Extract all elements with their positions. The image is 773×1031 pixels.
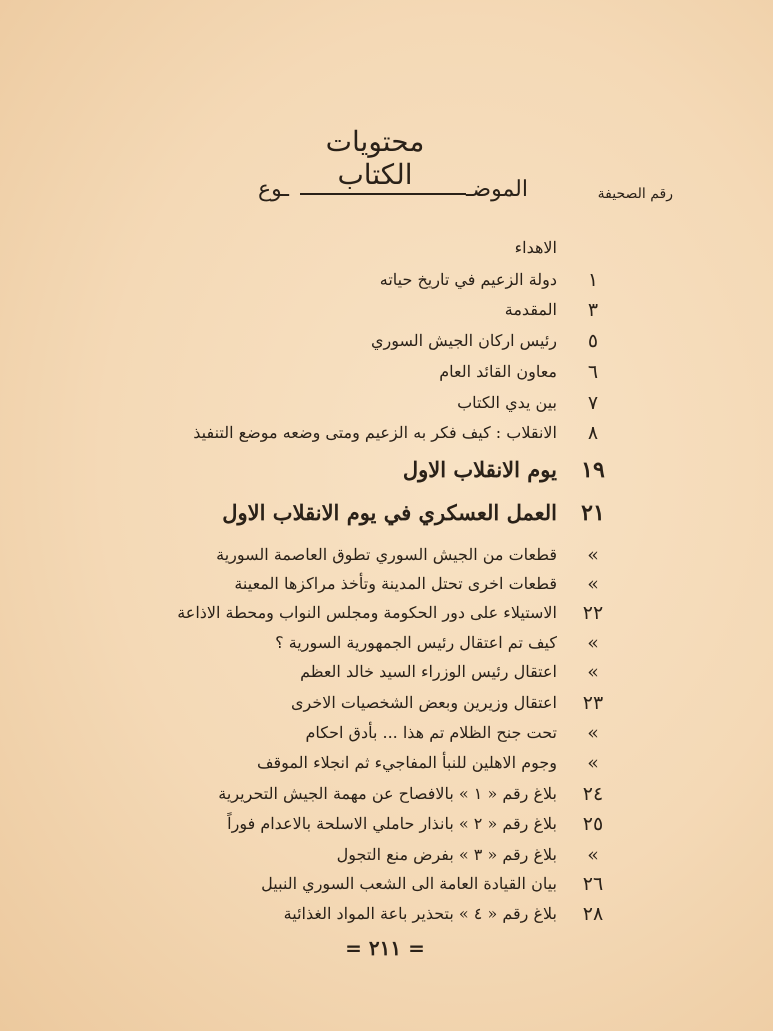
toc-page-number: ٢٥: [582, 813, 604, 835]
toc-page-number: «: [587, 632, 599, 654]
toc-page-number: ٢٢: [582, 602, 604, 624]
toc-page-number: ١٩: [581, 457, 605, 483]
toc-entry-text: العمل العسكري في يوم الانقلاب الاول: [222, 500, 557, 525]
toc-entry-text: المقدمة: [504, 300, 557, 319]
page-number-column-header: رقم الصحيفة: [597, 186, 673, 202]
toc-page-number: ٢٦: [582, 873, 604, 895]
toc-entry-text: كيف تم اعتقال رئيس الجمهورية السورية ؟: [275, 633, 557, 652]
subject-header-end: ـوع: [258, 177, 289, 202]
page-number-footer: = ٢١١ =: [345, 936, 425, 960]
toc-entry-text: بلاغ رقم « ١ » بالافصاح عن مهمة الجيش التحريرية: [218, 784, 557, 803]
toc-page-number: «: [587, 573, 599, 595]
toc-entry-text: رئيس اركان الجيش السوري: [370, 331, 557, 350]
toc-entry-text: الانقلاب : كيف فكر به الزعيم ومتى وضعه موضع التنفيذ: [193, 423, 557, 442]
toc-page-number: «: [587, 722, 599, 744]
toc-entry-text: بلاغ رقم « ٣ » بفرض منع التجول: [336, 845, 557, 864]
toc-entry-text: بيان القيادة العامة الى الشعب السوري النبيل: [261, 874, 557, 893]
toc-page-number: «: [587, 844, 599, 866]
toc-entry-text: وجوم الاهلين للنبأ المفاجيء ثم انجلاء الموقف: [256, 753, 557, 772]
toc-entry-text: قطعات اخرى تحتل المدينة وتأخذ مراكزها المعينة: [234, 574, 557, 593]
toc-entry-text: الاستيلاء على دور الحكومة ومجلس النواب ومحطة الاذاعة: [177, 603, 557, 622]
toc-entry-text: الاهداء: [514, 238, 557, 257]
toc-page-number: ٨: [587, 422, 599, 444]
toc-page-number: ٣: [587, 299, 599, 321]
toc-entry-text: دولة الزعيم في تاريخ حياته: [379, 270, 557, 289]
toc-page-number: ٢٨: [582, 903, 604, 925]
toc-page-number: «: [587, 752, 599, 774]
toc-entry-text: يوم الانقلاب الاول: [402, 457, 557, 482]
toc-page-number: «: [587, 661, 599, 683]
toc-entry-text: بين يدي الكتاب: [457, 393, 557, 412]
page-title: محتويات الكتاب: [325, 125, 425, 191]
toc-entry-text: قطعات من الجيش السوري تطوق العاصمة السورية: [216, 545, 557, 564]
subject-header-start: الموضـ: [465, 177, 528, 202]
toc-entry-text: بلاغ رقم « ٢ » بانذار حاملي الاسلحة بالاعدام فوراً: [227, 814, 557, 833]
toc-entry-text: تحت جنح الظلام تم هذا ... بأدق احكام: [305, 723, 557, 742]
toc-page-number: ٢٣: [582, 692, 604, 714]
toc-page-number: ٥: [587, 330, 599, 352]
toc-page-number: ٦: [587, 361, 599, 383]
toc-page-number: ٧: [587, 392, 599, 414]
toc-entry-text: اعتقال وزيرين وبعض الشخصيات الاخرى: [291, 693, 557, 712]
toc-entry-text: معاون القائد العام: [439, 362, 557, 381]
toc-page-number: ٢١: [581, 500, 605, 526]
toc-entry-text: اعتقال رئيس الوزراء السيد خالد العظم: [300, 662, 557, 681]
toc-page-number: ١: [587, 269, 599, 291]
toc-entry-text: بلاغ رقم « ٤ » بتحذير باعة المواد الغذائية: [283, 904, 557, 923]
toc-page-number: ٢٤: [582, 783, 604, 805]
toc-page-number: «: [587, 544, 599, 566]
